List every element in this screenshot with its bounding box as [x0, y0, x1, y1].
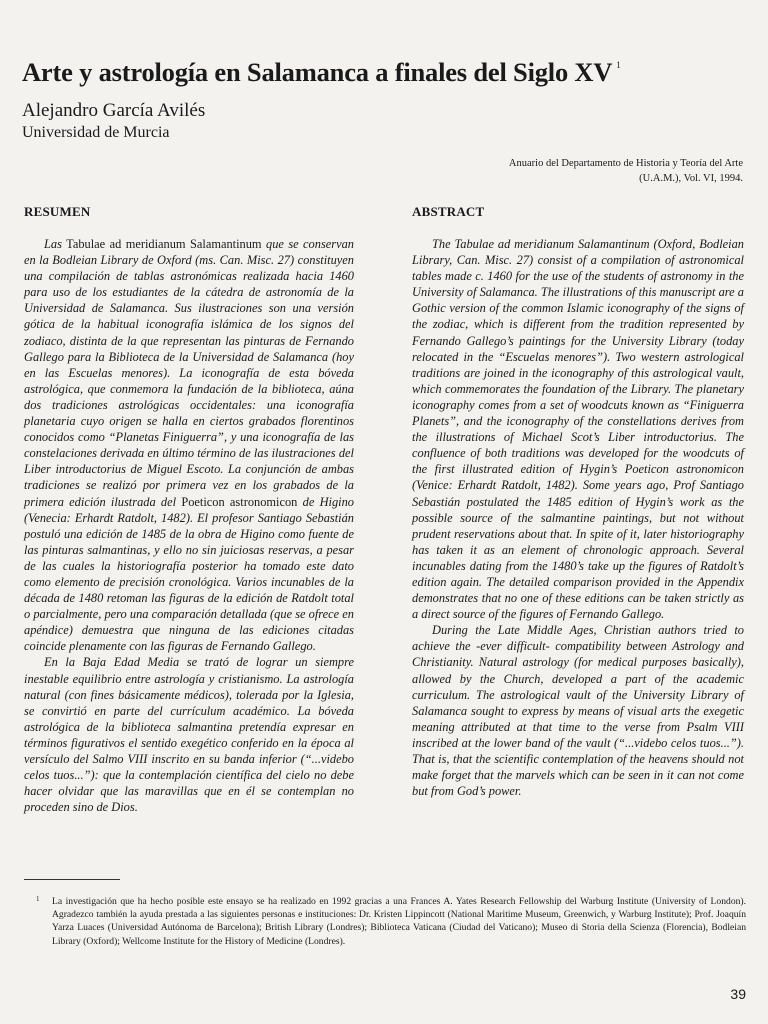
resumen-heading: RESUMEN — [24, 204, 91, 219]
resumen-p1-lead: Las — [44, 237, 62, 251]
resumen-p1-work-title: Tabulae ad meridianum Salamantinum — [61, 237, 266, 251]
resumen-paragraph-2: En la Baja Edad Media se trató de lograr un siempre inestable equilibrio entre astrología y cristianismo. La astrología natural (con fines básicamente médicos), tolerada por la Iglesia, se convirtió en parte del currículum académico. La bóveda astrológica de la biblioteca salmantina pretendía expresar en términos figurativos el sentido exegético conferido en la época al versículo del Salmo VIII inscrito en su banda inferior (“...videbo celos tuos...”): que la contemplación científica del cielo no debe hacer olvidar que las maravillas que en él se contemplan no proceden sino de Dios. — [24, 655, 354, 815]
abstract-paragraph-1 — [412, 236, 744, 622]
resumen-p1-poeticon: Poeticon astronomicon — [181, 494, 298, 509]
resumen-column — [24, 236, 354, 815]
author-name: Alejandro García Avilés — [22, 100, 206, 121]
resumen-p1-body: que se conservan en la Bodleian Library de Oxford (ms. Can. Misc. 27) constituyen una compilación de tablas astronómicas realizada hacia 1460 para uso de los estudiantes de la cátedra de astronomía de la Universidad de Salamanca. Sus ilustraciones son una versión gótica de la habitual iconografía islámica de los signos del zodiaco, distinta de la que representan las pinturas de Fernando Gallego para la Biblioteca de la Universidad de Salamanca (hoy en las Escuelas menores). La iconografía de esta bóveda astrológica, que conmemora la fundación de la biblioteca, aúna dos tradiciones astrológicas occidentales: una iconografía planetaria cuyo origen se halla en ciertos grabados florentinos conocidos como “Planetas Finiguerra”, y una iconografía de las constelaciones derivada en último término de las ilustraciones del Liber introductorius de Miguel Escoto. La conjunción de ambas tradiciones se realizó por primera vez en los grabados de la primera edición ilustrada del — [24, 237, 354, 509]
page-number: 39 — [730, 986, 746, 1002]
article-title — [22, 58, 752, 87]
resumen-paragraph-1 — [24, 236, 354, 654]
abstract-heading: ABSTRACT — [412, 204, 485, 219]
author-affiliation: Universidad de Murcia — [22, 124, 170, 141]
abstract-p1-body: (Oxford, Bodleian Library, Can. Misc. 27) consist of a compilation of astronomical tables made c. 1460 for the use of the students of astronomy in the University of Salamanca. The illustrations of this manuscript are a Gothic version of the common Islamic iconography of the signs of the zodiac, which is different from the tradition represented by Fernando Gallego’s paintings for the University Library (today relocated in the “Escuelas menores”). Two western astrological traditions are joined in the iconography of this astrological vault, which commemorates the foundation of the Library. The planetary iconography comes from a set of woodcuts known as “Finiguerra Planets”, and the iconography of the constellations derives from the illustrations of Michael Scot’s Liber introductorius. The confluence of both traditions was developed for the woodcuts of the first illustrated edition of Hygin’s Poeticon astronomicon (Venice: Erhardt Ratdolt, 1482). Some years ago, Prof Santiago Sebastián postulated the 1485 edition of Hygin’s work as the possible source of the salmantine paintings, but not without prudent reservations about that. In spite of it, later historiography has taken it as an element of chronologic approach. Several incunables dating from the 1480’s take up the figures of Ratdolt’s edition again. The detailed comparison provided in the Appendix demonstrates that no one of these editions can be taken strictly as a direct source of the figures of Fernando Gallego. — [412, 237, 744, 622]
journal-line-2: (U.A.M.), Vol. VI, 1994. — [639, 173, 743, 184]
journal-line-1: Anuario del Departamento de Historia y Teoría del Arte — [508, 158, 743, 169]
title-footnote-marker: 1 — [616, 59, 621, 70]
journal-reference — [403, 156, 743, 186]
abstract-column — [412, 236, 744, 799]
article-title-text: Arte y astrología en Salamanca a finales del Siglo XV — [22, 56, 613, 87]
abstract-p1-work-title: Tabulae ad meridianum Salamantinum — [450, 237, 654, 251]
abstract-paragraph-2: During the Late Middle Ages, Christian authors tried to achieve the -ever difficult- compatibility between Astrology and Christianity. Natural astrology (for medical purposes basically), allowed by the Church, developed a part of the academic curriculum. The astrological vault of the University Library of Salamanca sought to express by means of visual arts the exegetic meaning attributed at that time to the verse from Psalm VIII inscribed at the lower band of the vault (“...videbo celos tuos...”). That is, that the scientific contemplation of the heavens should not make forget that the marvels which can be seen in it can not come but from God’s power. — [412, 623, 744, 799]
footnote-marker: 1 — [36, 895, 40, 903]
resumen-p1-tail: de Higino (Venecia: Erhardt Ratdolt, 1482). El profesor Santiago Sebastián postuló una edición de 1485 de la obra de Higino como fuente de las pinturas salmantinas, y ello no sin juiciosas reservas, a pesar de las cuales la historiografía posterior ha tomado este dato como elemento de precisión cronológica. Varios incunables de la década de 1480 retoman las figuras de la edición de Ratdolt total o parcialmente, pero una comparación detallada (que se ofrece en apéndice) demuestra que ninguna de las ediciones citadas coincide plenamente con las figuras de Fernando Gallego. — [24, 494, 354, 654]
abstract-p1-lead: The — [432, 237, 451, 251]
footnote-divider — [24, 879, 120, 880]
footnote-text: La investigación que ha hecho posible este ensayo se ha realizado en 1992 gracias a una Frances A. Yates Research Fellowship del Warburg Institute (University of London). Agradezco también la ayuda prestada a las siguientes personas e instituciones: Dr. Kristen Lippincott (National Maritime Museum, Greenwich, y Warburg Institute); Prof. Joaquín Yarza Luaces (Universidad Autónoma de Barcelona); British Library (Londres); Biblioteca Vaticana (Ciudad del Vaticano); Museo di Storia della Scienza (Florencia), Bodleian Library (Oxford); Wellcome Institute for the History of Medicine (Londres). — [52, 896, 746, 947]
